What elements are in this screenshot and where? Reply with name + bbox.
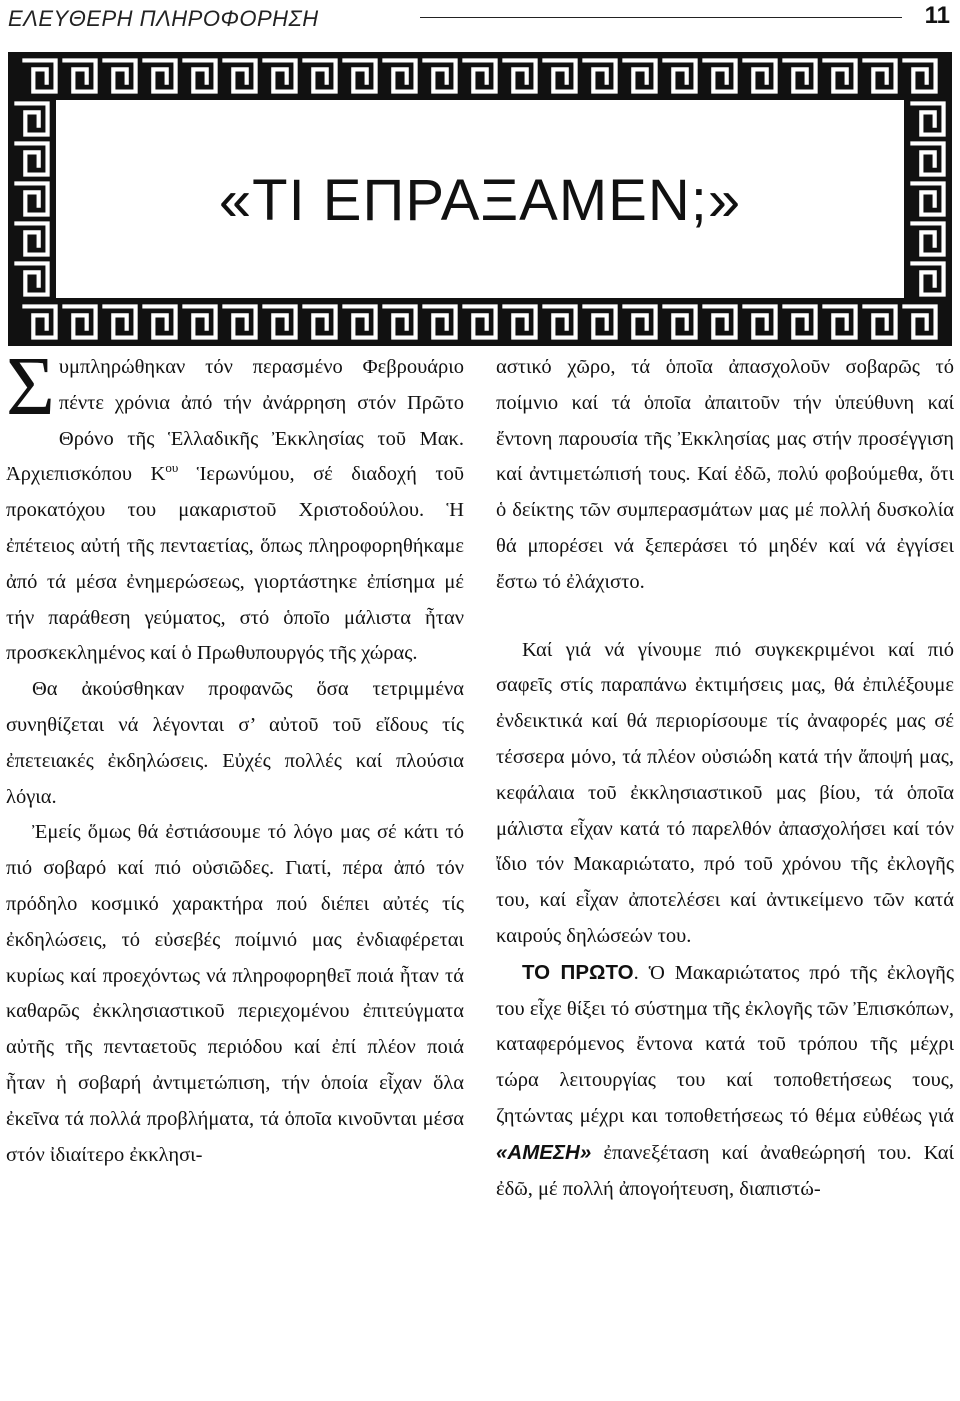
section-lead: ΤΟ ΠΡΩΤΟ: [522, 960, 634, 984]
paragraph: Θα ἀκούσθηκαν προφανῶς ὅσα τετριμμένα συνηθίζεται νά λέγονται σ’ αὐτοῦ τοῦ εἴδους τίς ἐπετειακές ἐκδηλώσεις. Εὐχές πολλές καί πλούσια λόγια.: [6, 678, 464, 808]
header-rule: [420, 17, 902, 18]
paragraph: Καί γιά νά γίνουμε πιό συγκεκριμένοι καί πιό σαφεῖς στίς παραπάνω ἐκτιμήσεις μας, θά ἐπιλέξουμε ἐνδεικτικά καί θά περιορίσουμε τίς ἀναφορές μας σέ τέσσερα μόνο, τά πλέον οὐσιώδη κατά τήν ἄποψή μας, κεφάλαια τοῦ ἐκκλησιαστικοῦ μας βίου, τά ὁποῖα μάλιστα εἶχαν κατά τό παρελθόν ἀπασχολήσει καί τόν ἴδιο τόν Μακαριώτατο, πρό τοῦ χρόνου τῆς ἐκλογῆς του, καί εἶχαν ἀποτελέσει καί ἀντικείμενο τῶν κατά καιρούς δηλώσεών του.: [496, 638, 954, 947]
paragraph: αστικό χῶρο, τά ὁποῖα ἀπασχολοῦν σοβαρῶς τό ποίμνιο καί τά ὁποῖα ἀπαιτοῦν τήν ὑπεύθυνη καί ἔντονη παρουσία τῆς Ἐκκλησίας μας στήν προσέγγιση καί ἀντιμετώπισή τους. Καί ἐδῶ, πολύ φοβούμεθα, ὅτι ὁ δείκτης τῶν συμπερασμάτων μας μέ πολλή δυσκολία θά μπορέσει νά ξεπεράσει τό μηδέν καί νά ἐγγίσει ἔστω τό ἐλάχιστο.: [496, 356, 954, 593]
page-header: [0, 0, 960, 32]
page-number: 11: [924, 2, 950, 29]
masthead: ΕΛΕΥΘΕΡΗ ΠΛΗΡΟΦΟΡΗΣΗ: [8, 6, 319, 31]
paragraph: Ἐμείς ὅμως θά ἐστιάσουμε τό λόγο μας σέ κάτι τό πιό σοβαρό καί πιό οὐσιῶδες. Γιατί, πέρα ἀπό τόν πρόδηλο κοσμικό χαρακτήρα πού διέπει αὐτές τίς ἐκδηλώσεις, τό εὐσεβές ποίμνιό μας ἐνδιαφέρεται κυρίως καί προεχόντως νά πληροφορηθεῖ ποιά ἦταν τά καθαρῶς ἐκκλησιαστικοῦ περιεχομένου ἐπιτεύγματα αὐτῆς τῆς πενταετοῦς περιόδου καί ἐπί πλέον ποιά ἦταν ἡ σοβαρή ἀντιμετώπιση, τήν ὁποία εἶχαν ὅλα ἐκεῖνα τά πολλά προβλήματα, τά ὁποῖα κινοῦνται μέσα στόν ἰδιαίτερο ἐκκλησι-: [6, 821, 464, 1166]
paragraph: Συμπληρώθηκαν τόν περασμένο Φεβρουάριο πέντε χρόνια ἀπό τήν ἀνάρρηση στόν Πρῶτο Θρόνο τῆς Ἑλλαδικῆς Ἐκκλησίας τοῦ Μακ. Ἀρχιεπισκόπου $K^{o\upsilon}$ Ἱερωνύμου, σέ διαδοχή τοῦ προκατόχου του μακαριστοῦ Χριστοδούλου. Ἡ ἐπέτειος αὐτή τῆς πενταετίας, ὅπως πληροφορηθήκαμε ἀπό τά μέσα ἐνημερώσεως, γιορτάστηκε ἐπίσημα μέ τήν παράθεση γεύματος, στό ὁποῖο μάλιστα ἦταν προσκεκλημένος καί ὁ Πρωθυπουργός τῆς χώρας.: [6, 350, 464, 665]
column-right: [496, 350, 954, 1400]
drop-cap: Σ: [6, 350, 55, 433]
paragraph: ΤΟ ΠΡΩΤΟ. Ὁ Μακαριώτατος πρό τῆς ἐκλογῆς του εἶχε θίξει τό σύστημα τῆς ἐκλογῆς τῶν Ἐπισκόπων, καταφερόμενος ἔντονα κατά τοῦ τρόπου τῆς μέχρι τώρα λειτουργίας του καί τοποθετήσεως τους, ζητώντας μέχρι και τοποθετήσεως τό θέμα εὐθέως γιά «ΑΜΕΣΗ» ἐπανεξέταση καί ἀναθεώρησή του. Καί ἐδῶ, μέ πολλή ἀπογοήτευση, διαπιστώ-: [496, 960, 954, 1200]
emphasis: «ΑΜΕΣΗ»: [496, 1140, 592, 1164]
column-left: [6, 350, 464, 1400]
article-title: «ΤΙ ΕΠΡΑΞΑΜΕΝ;»: [218, 168, 742, 233]
